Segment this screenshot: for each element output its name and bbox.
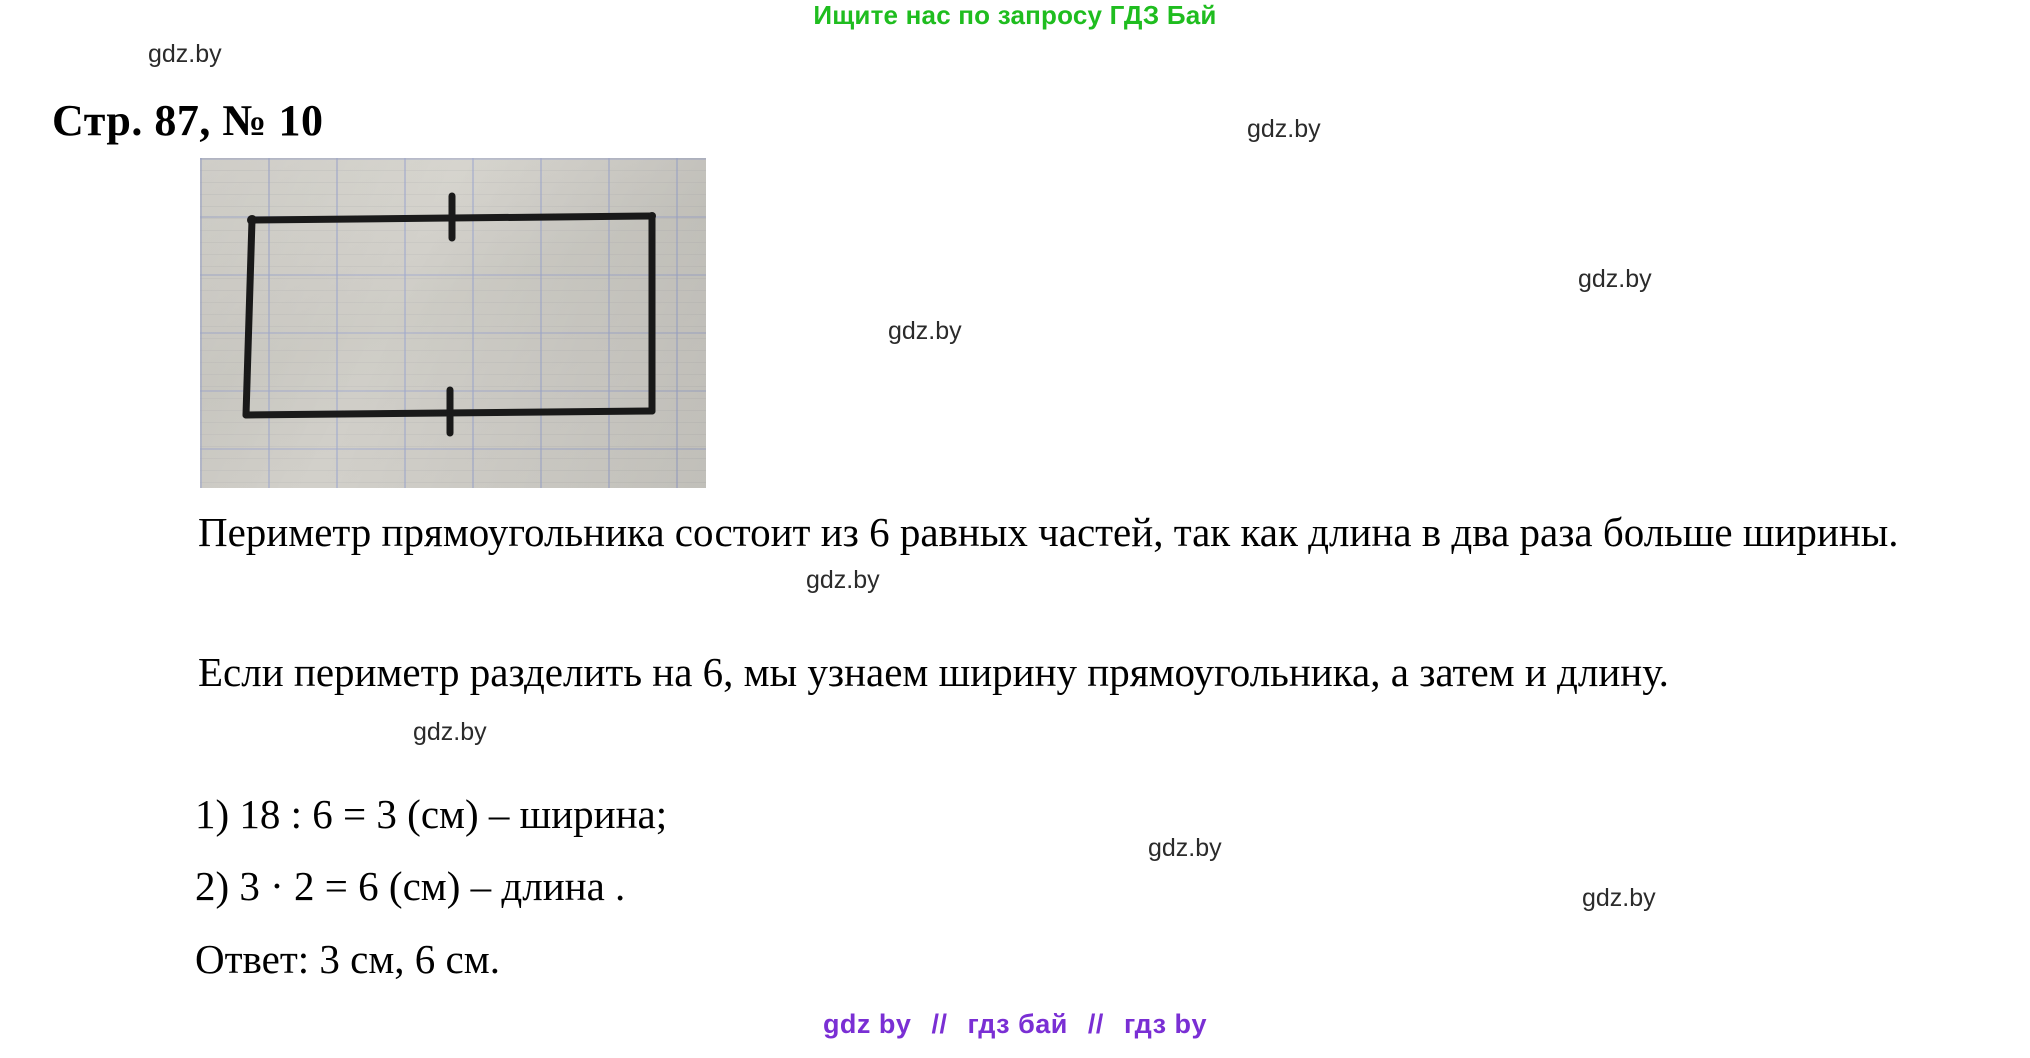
- promo-banner: Ищите нас по запросу ГДЗ Бай: [813, 0, 1217, 30]
- footer-item-2: гдз бай: [967, 1009, 1068, 1039]
- watermark: gdz.by: [413, 718, 487, 746]
- watermark: gdz.by: [1582, 884, 1656, 912]
- paragraph-explanation-1: Периметр прямоугольника состоит из 6 равных частей, так как длина в два раза больше ширины.: [198, 509, 1899, 555]
- paragraph-explanation-2: Если периметр разделить на 6, мы узнаем ширину прямоугольника, а затем и длину.: [198, 649, 1669, 695]
- page-title: Стр. 87, № 10: [52, 96, 324, 145]
- photo-shading-overlay: [200, 158, 706, 488]
- rectangle-figure-image: [200, 158, 706, 488]
- watermark: gdz.by: [1578, 265, 1652, 293]
- watermark: gdz.by: [888, 317, 962, 345]
- solution-step-2: 2) 3 · 2 = 6 (см) – длина .: [195, 863, 626, 909]
- footer-separator-2: //: [1087, 1009, 1104, 1039]
- solution-step-1: 1) 18 : 6 = 3 (см) – ширина;: [195, 791, 668, 837]
- footer-links: [0, 1009, 2030, 1040]
- watermark: gdz.by: [806, 566, 880, 594]
- footer-item-3: гдз by: [1123, 1009, 1208, 1039]
- watermark: gdz.by: [1148, 834, 1222, 862]
- watermark: gdz.by: [1247, 115, 1321, 143]
- watermark: gdz.by: [148, 40, 222, 68]
- footer-separator-1: //: [931, 1009, 948, 1039]
- solution-answer: Ответ: 3 см, 6 см.: [195, 936, 500, 982]
- footer-item-1: gdz by: [822, 1009, 912, 1039]
